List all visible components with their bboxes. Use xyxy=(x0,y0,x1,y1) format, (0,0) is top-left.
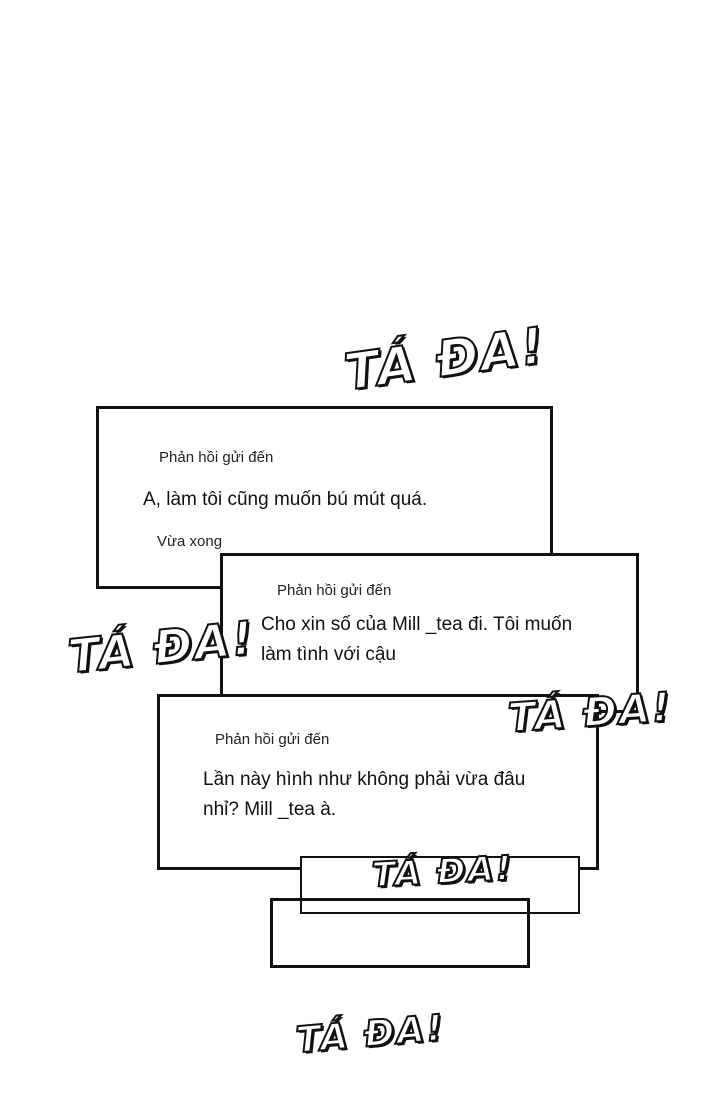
sfx-tada-top: TÁ ĐA! xyxy=(340,316,550,402)
reply-card-5-empty xyxy=(270,898,530,968)
reply-message: Cho xin số của Mill _tea đi. Tôi muốn xyxy=(261,614,573,635)
reply-label: Phản hồi gửi đến xyxy=(277,582,392,599)
reply-message: A, làm tôi cũng muốn bú mút quá. xyxy=(143,489,428,510)
reply-card-2 xyxy=(220,553,639,713)
reply-label: Phản hồi gửi đến xyxy=(159,449,274,466)
sfx-tada-middle: TÁ ĐA! xyxy=(371,848,515,896)
sfx-tada-left: TÁ ĐA! xyxy=(65,610,258,684)
reply-label: Phản hồi gửi đến xyxy=(215,731,330,748)
reply-time: Vừa xong xyxy=(157,533,223,550)
reply-message-line2: nhỉ? Mill _tea à. xyxy=(203,799,337,820)
sfx-tada-right: TÁ ĐA! xyxy=(506,684,674,742)
reply-message-line2: làm tình với cậu xyxy=(261,644,396,665)
reply-message: Lần này hình như không phải vừa đâu xyxy=(203,769,526,790)
sfx-tada-bottom: TÁ ĐA! xyxy=(294,1007,447,1062)
